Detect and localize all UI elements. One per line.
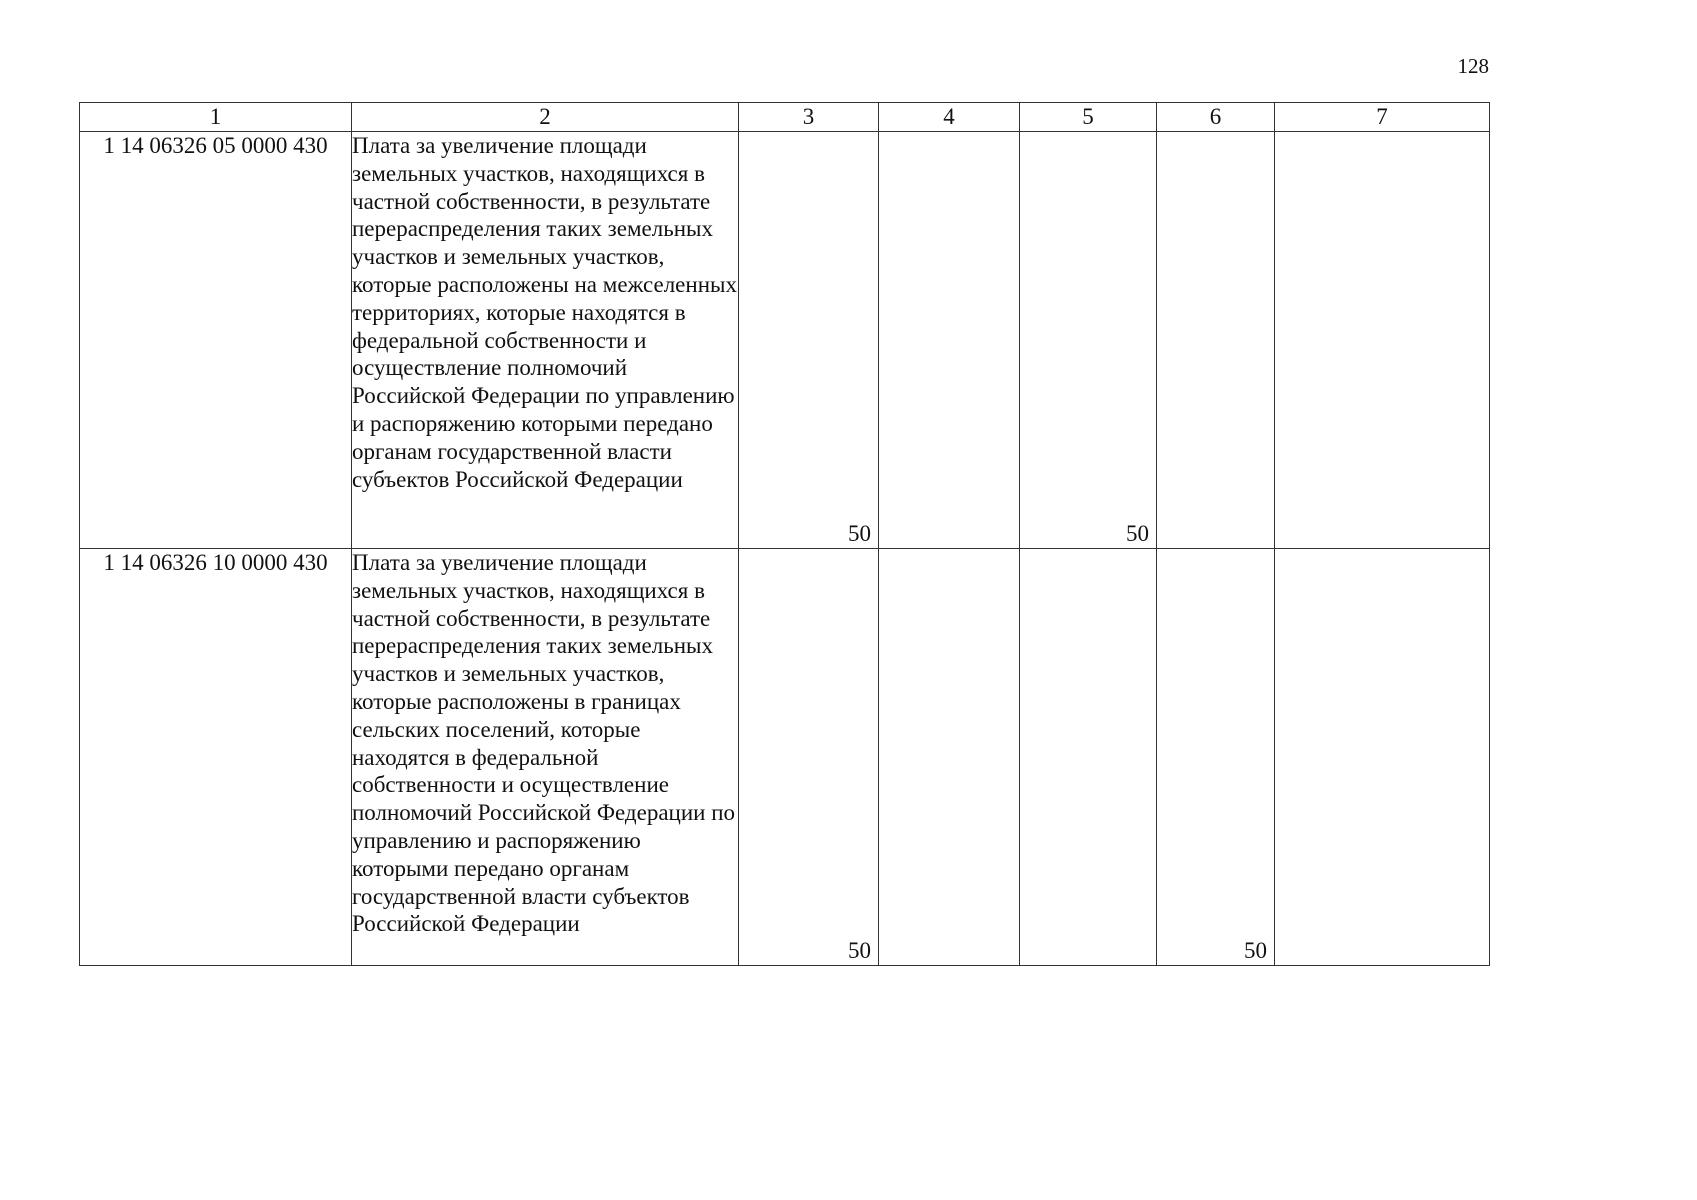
value-col-7 [1275, 132, 1490, 549]
column-header-3: 3 [739, 103, 879, 132]
value-text: 50 [848, 521, 871, 547]
value-col-7 [1275, 549, 1490, 966]
column-header-1: 1 [80, 103, 352, 132]
value-text: 50 [1244, 938, 1267, 964]
value-col-5 [1020, 132, 1157, 549]
column-header-2: 2 [352, 103, 739, 132]
column-header-7: 7 [1275, 103, 1490, 132]
value-text: 50 [1126, 521, 1149, 547]
column-header-5: 5 [1020, 103, 1157, 132]
revenue-name: Плата за увеличение площади земельных участков, находящихся в частной собственности, в результате перераспределения таких земельных участков и земельных участков, которые расположены на межселенных территориях, которые находятся в федеральной собственности и осуществление полномочий Российской Федерации по управлению и распоряжению которыми передано органам государственной власти субъектов Российской Федерации [352, 132, 739, 549]
budget-revenue-table [79, 102, 1490, 966]
revenue-code: 1 14 06326 10 0000 430 [80, 549, 352, 966]
header-row [80, 103, 1490, 132]
value-col-3 [739, 132, 879, 549]
value-text: 50 [848, 938, 871, 964]
column-header-6: 6 [1157, 103, 1275, 132]
value-col-3 [739, 549, 879, 966]
value-col-6 [1157, 132, 1275, 549]
value-col-5 [1020, 549, 1157, 966]
revenue-code: 1 14 06326 05 0000 430 [80, 132, 352, 549]
value-col-4 [879, 132, 1020, 549]
page-number: 128 [1457, 54, 1489, 78]
column-header-4: 4 [879, 103, 1020, 132]
table-row [80, 132, 1490, 549]
revenue-name: Плата за увеличение площади земельных участков, находящихся в частной собственности, в результате перераспределения таких земельных участков и земельных участков, которые расположены в границах сельских поселений, которые находятся в федеральной собственности и осуществление полномочий Российской Федерации по управлению и распоряжению которыми передано органам государственной власти субъектов Российской Федерации [352, 549, 739, 966]
value-col-4 [879, 549, 1020, 966]
value-col-6 [1157, 549, 1275, 966]
table-row [80, 549, 1490, 966]
